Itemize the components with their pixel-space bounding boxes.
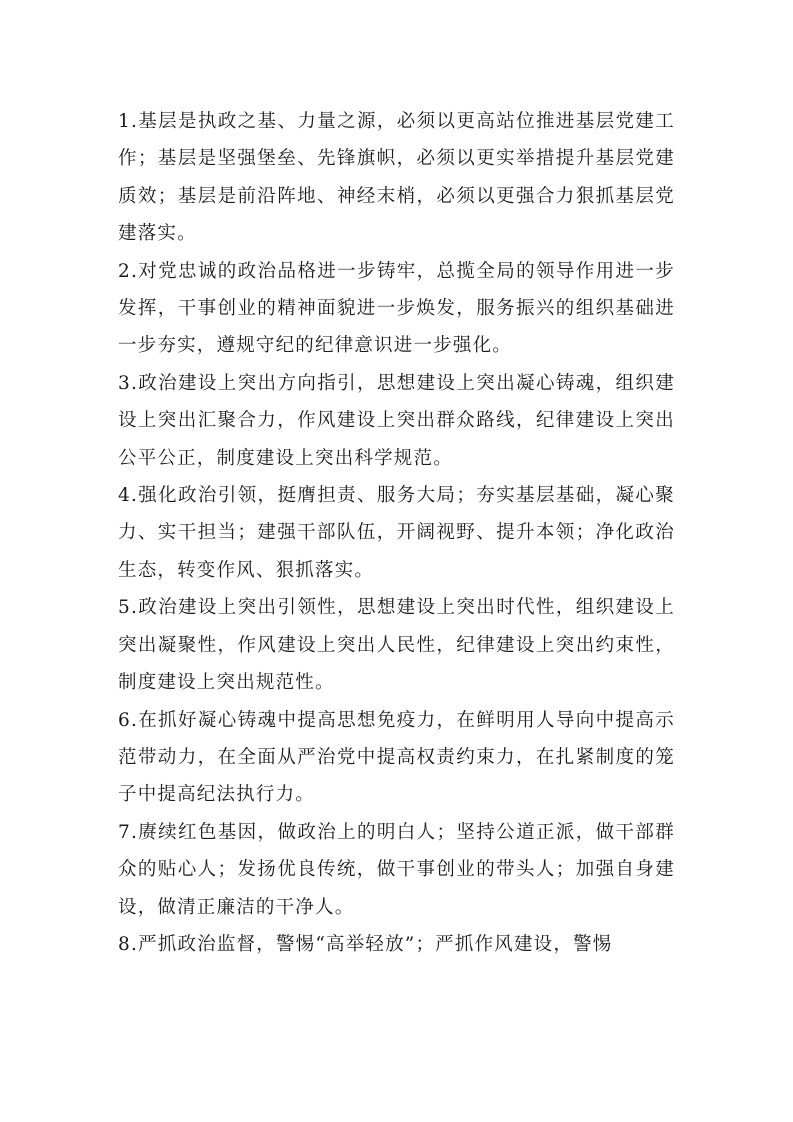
paragraph-1: 1.基层是执政之基、力量之源，必须以更高站位推进基层党建工作；基层是坚强堡垒、先锋旗帜，必须以更实举措提升基层党建质效；基层是前沿阵地、神经末梢，必须以更强合力狠抓基层党建落实。 (118, 111, 675, 245)
paragraph-3: 3.政治建设上突出方向指引，思想建设上突出凝心铸魂，组织建设上突出汇聚合力，作风建设上突出群众路线，纪律建设上突出公平公正，制度建设上突出科学规范。 (118, 372, 675, 469)
paragraph-4: 4.强化政治引领，挺膺担责、服务大局；夯实基层基础，凝心聚力、实干担当；建强干部队伍，开阔视野、提升本领；净化政治生态，转变作风、狠抓落实。 (118, 485, 675, 581)
paragraph-8: 8.严抓政治监督，警惕“高举轻放”；严抓作风建设，警惕 (118, 933, 613, 955)
paragraph-5: 5.政治建设上突出引领性，思想建设上突出时代性，组织建设上突出凝聚性，作风建设上突出人民性，纪律建设上突出约束性，制度建设上突出规范性。 (118, 597, 675, 694)
paragraph-7: 7.赓续红色基因，做政治上的明白人；坚持公道正派，做干部群众的贴心人；发扬优良传统，做干事创业的带头人；加强自身建设，做清正廉洁的干净人。 (118, 821, 675, 918)
paragraph-6: 6.在抓好凝心铸魂中提高思想免疫力，在鲜明用人导向中提高示范带动力，在全面从严治党中提高权责约束力，在扎紧制度的笼子中提高纪法执行力。 (118, 709, 675, 806)
paragraph-2: 2.对党忠诚的政治品格进一步铸牢，总揽全局的领导作用进一步发挥，干事创业的精神面貌进一步焕发，服务振兴的组织基础进一步夯实，遵规守纪的纪律意识进一步强化。 (118, 260, 675, 357)
document-body (118, 103, 675, 963)
